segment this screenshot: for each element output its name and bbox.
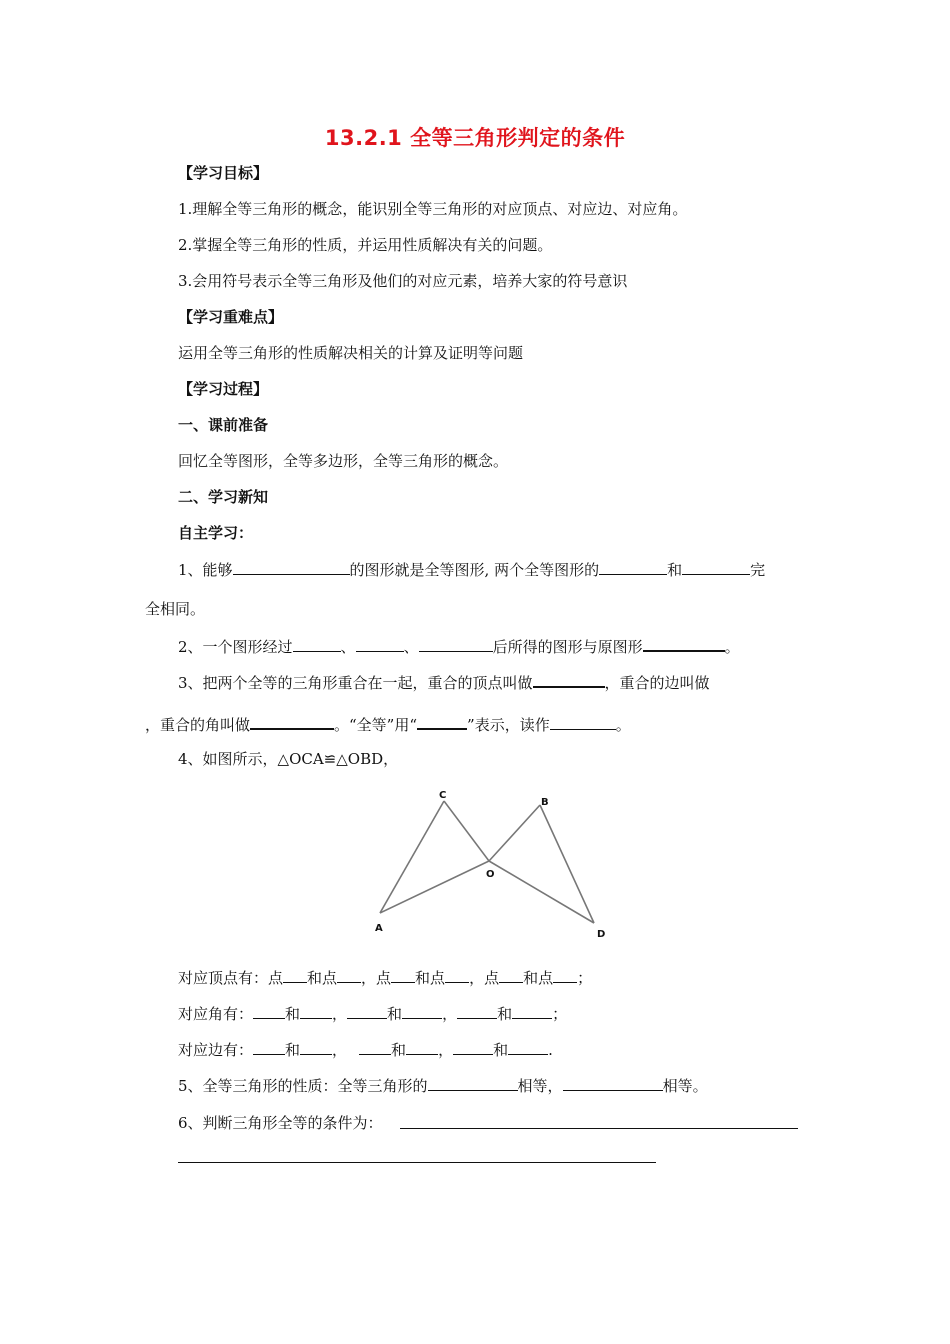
q5-text-b: 相等， — [517, 1077, 563, 1095]
figure-lines — [380, 801, 594, 923]
q2-sep-2: 、 — [403, 638, 419, 656]
q3-blank-4[interactable] — [550, 714, 616, 730]
q5-blank-2[interactable] — [563, 1075, 663, 1091]
vertex-blank-5[interactable] — [499, 967, 523, 983]
q1-text-a: 1、能够 — [178, 561, 233, 579]
part1-text: 回忆全等图形，全等多边形，全等三角形的概念。 — [178, 452, 509, 470]
vertices-comma-2: ，点 — [469, 969, 500, 987]
q2-blank-4[interactable] — [643, 635, 725, 652]
q2-blank-1[interactable] — [293, 636, 341, 652]
q5-text-c: 相等。 — [662, 1077, 708, 1095]
goal-2: 2.掌握全等三角形的性质，并运用性质解决有关的问题。 — [178, 236, 553, 254]
process-heading: 【学习过程】 — [178, 380, 269, 398]
q2-text-b: 后所得的图形与原图形 — [492, 638, 643, 656]
q6-answer-line-1[interactable] — [400, 1128, 798, 1129]
q3-blank-1[interactable] — [533, 671, 605, 688]
question-1-cont: 全相同。 — [145, 600, 206, 618]
question-4: 4、如图所示，△OCA≌△OBD， — [178, 750, 399, 768]
edge-blank-4[interactable] — [406, 1039, 438, 1055]
angles-and-3: 和 — [497, 1005, 513, 1023]
triangle-figure — [368, 785, 628, 945]
q1-blank-1[interactable] — [233, 559, 350, 575]
q3-text-b: ，重合的边叫做 — [604, 674, 710, 692]
q3-text-e: ”表示，读作 — [467, 716, 550, 734]
q1-text-d: 完 — [750, 561, 766, 579]
vertices-and-3: 和点 — [523, 969, 554, 987]
edge-blank-3[interactable] — [359, 1039, 391, 1055]
angles-label: 对应角有： — [178, 1005, 254, 1023]
q2-blank-3[interactable] — [419, 636, 493, 652]
self-study-label: 自主学习： — [178, 524, 254, 542]
edges-end: . — [548, 1041, 553, 1059]
vertex-blank-3[interactable] — [391, 967, 415, 983]
q3-blank-2[interactable] — [250, 713, 334, 730]
corresponding-angles — [178, 1003, 567, 1024]
angle-blank-2[interactable] — [300, 1003, 332, 1019]
edges-and-3: 和 — [493, 1041, 509, 1059]
q1-blank-3[interactable] — [682, 559, 750, 575]
edge-OD — [489, 861, 594, 923]
edges-label: 对应边有： — [178, 1041, 254, 1059]
angle-blank-3[interactable] — [347, 1003, 387, 1019]
edge-blank-1[interactable] — [253, 1039, 285, 1055]
question-6: 6、判断三角形全等的条件为： — [178, 1114, 383, 1132]
angle-blank-5[interactable] — [457, 1003, 497, 1019]
angles-end: ； — [552, 1005, 568, 1023]
vertices-label: 对应顶点有：点 — [178, 969, 284, 987]
q2-text-a: 2、一个图形经过 — [178, 638, 293, 656]
q3-end: 。 — [615, 716, 631, 734]
edge-CA — [380, 801, 444, 913]
q3-text-c: ，重合的角叫做 — [145, 716, 251, 734]
vertex-blank-1[interactable] — [283, 967, 307, 983]
edge-blank-2[interactable] — [300, 1039, 332, 1055]
q2-end: 。 — [724, 638, 740, 656]
edge-OB — [489, 805, 540, 861]
vertices-and-2: 和点 — [415, 969, 446, 987]
vertex-blank-4[interactable] — [445, 967, 469, 983]
edges-and-2: 和 — [391, 1041, 407, 1059]
q2-blank-2[interactable] — [356, 636, 404, 652]
edges-comma-2: ， — [438, 1041, 454, 1059]
angles-comma-2: ， — [442, 1005, 458, 1023]
vertices-comma-1: ，点 — [361, 969, 392, 987]
vertex-blank-2[interactable] — [337, 967, 361, 983]
q5-blank-1[interactable] — [428, 1075, 518, 1091]
vertex-blank-6[interactable] — [553, 967, 577, 983]
corresponding-vertices — [178, 967, 592, 988]
part2-heading: 二、学习新知 — [178, 488, 269, 506]
angles-and-2: 和 — [387, 1005, 403, 1023]
label-D: D — [597, 929, 606, 940]
q3-text-a: 3、把两个全等的三角形重合在一起，重合的顶点叫做 — [178, 674, 533, 692]
q1-text-c: 和 — [667, 561, 683, 579]
part1-heading: 一、课前准备 — [178, 416, 269, 434]
question-1 — [178, 559, 765, 580]
q5-text-a: 5、全等三角形的性质：全等三角形的 — [178, 1077, 428, 1095]
vertices-and-1: 和点 — [307, 969, 338, 987]
edge-blank-5[interactable] — [453, 1039, 493, 1055]
edge-AO — [380, 861, 489, 913]
angle-blank-6[interactable] — [512, 1003, 552, 1019]
angles-comma-1: ， — [332, 1005, 348, 1023]
q1-text-b: 的图形就是全等图形, 两个全等图形的 — [349, 561, 600, 579]
angle-blank-1[interactable] — [253, 1003, 285, 1019]
label-B: B — [541, 797, 549, 808]
edges-and-1: 和 — [285, 1041, 301, 1059]
key-points-heading: 【学习重难点】 — [178, 308, 284, 326]
angle-blank-4[interactable] — [402, 1003, 442, 1019]
edge-BD — [540, 805, 594, 923]
goals-heading: 【学习目标】 — [178, 164, 269, 182]
q6-answer-line-2[interactable] — [178, 1162, 656, 1163]
label-C: C — [439, 790, 447, 801]
goal-3: 3.会用符号表示全等三角形及他们的对应元素，培养大家的符号意识 — [178, 272, 628, 290]
label-O: O — [486, 869, 495, 880]
question-3-cont — [145, 713, 631, 735]
question-3 — [178, 671, 710, 693]
key-points-text: 运用全等三角形的性质解决相关的计算及证明等问题 — [178, 344, 524, 362]
question-5 — [178, 1075, 708, 1096]
label-A: A — [375, 923, 383, 934]
angles-and-1: 和 — [285, 1005, 301, 1023]
q3-text-d: 。“全等”用“ — [334, 716, 418, 734]
edge-blank-6[interactable] — [508, 1039, 548, 1055]
edges-comma-1: ， — [332, 1041, 348, 1059]
q2-sep-1: 、 — [340, 638, 356, 656]
edge-CO — [444, 801, 489, 861]
q3-blank-3[interactable] — [417, 713, 467, 730]
page-title: 13.2.1 全等三角形判定的条件 — [324, 126, 626, 150]
q1-blank-2[interactable] — [599, 559, 667, 575]
goal-1: 1.理解全等三角形的概念，能识别全等三角形的对应顶点、对应边、对应角。 — [178, 200, 688, 218]
question-2 — [178, 635, 740, 657]
corresponding-edges — [178, 1039, 553, 1060]
vertices-end: ； — [577, 969, 593, 987]
